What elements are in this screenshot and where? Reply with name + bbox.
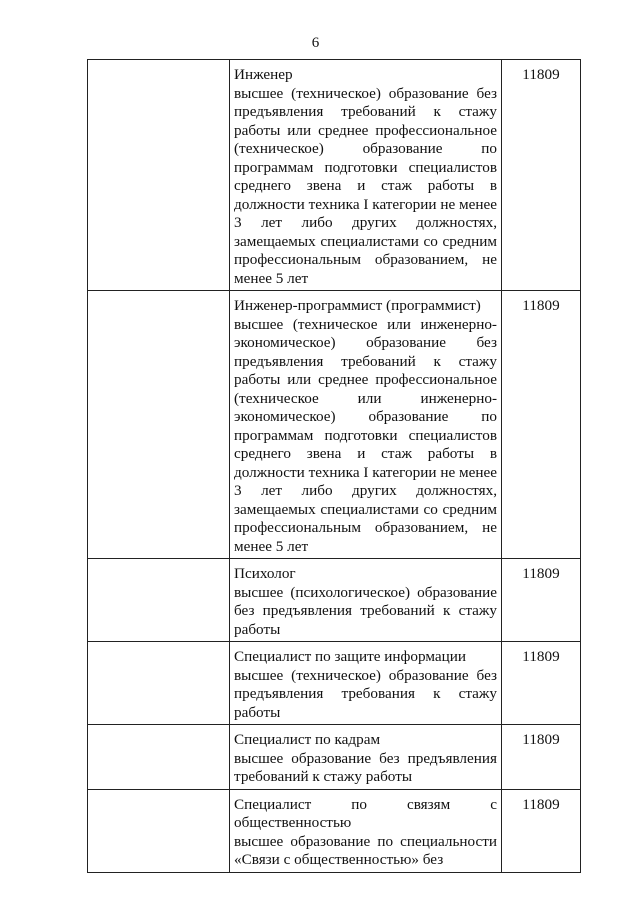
- empty-cell: [88, 60, 230, 291]
- position-title: Специалист по защите информации: [234, 648, 466, 665]
- position-requirement: высшее образование без предъявления требований к стажу работы: [234, 749, 497, 785]
- position-title: Специалист по связям с общественностью: [234, 795, 497, 831]
- position-requirement: высшее (техническое) образование без предъявления требований к стажу работы или среднее профессиональное (техническое) образование по программам подготовки специалистов среднего звена и стаж работы в должности техника I категории не менее 3 лет либо других должностях, замещаемых специалистами со средним профессиональным образованием, не менее 5 лет: [234, 84, 497, 287]
- value-cell: 11809: [502, 559, 581, 642]
- value-cell: 11809: [502, 60, 581, 291]
- position-requirement: высшее (техническое) образование без предъявления требования к стажу работы: [234, 666, 497, 721]
- position-cell: [230, 725, 502, 790]
- position-cell: [230, 60, 502, 291]
- empty-cell: [88, 291, 230, 559]
- position-cell: [230, 291, 502, 559]
- table-row: [88, 291, 581, 559]
- page-number: 6: [311, 35, 320, 51]
- position-requirement: высшее (психологическое) образование без предъявления требований к стажу работы: [234, 583, 497, 638]
- table-row: [88, 789, 581, 872]
- position-title: Инженер: [234, 66, 293, 83]
- empty-cell: [88, 725, 230, 790]
- value-cell: 11809: [502, 789, 581, 872]
- table-row: [88, 559, 581, 642]
- table-row: [88, 725, 581, 790]
- position-title: Психолог: [234, 565, 296, 582]
- position-requirement: высшее (техническое или инженерно-экономическое) образование без предъявления требований к стажу работы или среднее профессиональное (техническое или инженерно-экономическое) образование по программам подготовки специалистов среднего звена и стаж работы в должности техника I категории не менее 3 лет либо других должностях, замещаемых специалистами со средним профессиональным образованием, не менее 5 лет: [234, 315, 497, 555]
- position-requirement: высшее образование по специальности «Связи с общественностью» без: [234, 832, 497, 868]
- position-title: Специалист по кадрам: [234, 731, 381, 748]
- table-row: [88, 60, 581, 291]
- position-cell: [230, 642, 502, 725]
- empty-cell: [88, 559, 230, 642]
- position-cell: [230, 559, 502, 642]
- value-cell: 11809: [502, 642, 581, 725]
- value-cell: 11809: [502, 725, 581, 790]
- position-cell: [230, 789, 502, 872]
- value-cell: 11809: [502, 291, 581, 559]
- positions-table: [87, 59, 581, 873]
- empty-cell: [88, 789, 230, 872]
- empty-cell: [88, 642, 230, 725]
- table-row: [88, 642, 581, 725]
- position-title: Инженер-программист (программист): [234, 297, 481, 314]
